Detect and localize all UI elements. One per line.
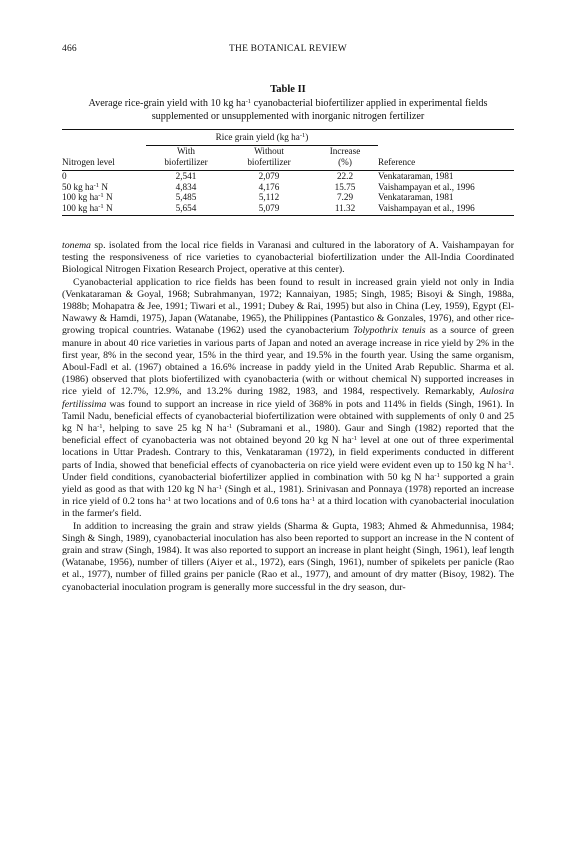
header-without-2: biofertilizer: [247, 157, 291, 167]
superscript: -1: [226, 423, 233, 431]
superscript: -1: [299, 132, 306, 139]
table-row: [62, 203, 514, 214]
paragraph-text: , helping to save 25 kg N ha: [102, 423, 227, 435]
superscript: -1: [351, 435, 357, 443]
table-row: [62, 192, 514, 203]
cell-nitrogen: [62, 182, 146, 193]
page-number: 466: [62, 44, 77, 54]
cell-increase: 22.2: [336, 171, 354, 181]
cell-with: 5,654: [175, 202, 197, 213]
table-row: [62, 171, 514, 182]
running-header: [62, 44, 514, 58]
yield-table-body: [62, 171, 514, 213]
superscript: -1: [216, 484, 222, 492]
table-bottom-rule: [62, 215, 514, 216]
paragraph-text: was found to support an increase in rice yield of 368% in pots and 114% in fields (Singh, 1961). In Tamil Nadu, beneficial effects of cyanobacterial biofertilization were obtained with supplements of only 0 and 25 kg N ha: [62, 398, 514, 435]
paragraph: [62, 277, 514, 521]
header-without: Without: [254, 146, 284, 156]
paragraph-text: (Singh et al., 1981). Srinivasan and Ponnaya (1978) reported an increase in rice yield of 0.2 tons ha: [62, 484, 514, 508]
paragraph-text: supported a grain yield as good as that with 120 kg N ha: [62, 471, 514, 496]
paragraph-text: . Under field conditions, cyanobacterial biofertilizer applied in combination with 50 kg N ha: [62, 459, 514, 483]
cell-reference: Vaishampayan et al., 1996: [378, 181, 475, 192]
header-increase: Increase: [329, 146, 361, 156]
cell-reference: Venkataraman, 1981: [378, 171, 454, 181]
group-header-text: Rice grain yield (kg ha: [215, 132, 300, 142]
superscript: -1: [506, 459, 512, 467]
superscript: -1: [93, 181, 100, 189]
group-header-text: ): [305, 132, 309, 142]
paragraph-text: sp. isolated from the local rice fields in Varanasi and cultured in the laboratory of A. Vaishampayan for testing the responsiveness of rice varieties to cyanobacterial biofertilization under the All-India Coordinated Biological Nitrogen Fixation Research Project, operative at this center).: [62, 240, 514, 276]
superscript: -1: [98, 202, 104, 210]
paragraph: [62, 240, 514, 277]
table-header-row-1: [62, 146, 514, 157]
yield-table: [62, 130, 514, 168]
cell-nitrogen: [62, 171, 146, 182]
species-name: tonema: [62, 240, 91, 251]
paragraph-text: Cyanobacterial application to rice fields has been found to result in increased grain yield not only in India (Venkataraman & Goyal, 1968; Subrahmanyan, 1972; Kannaiyan, 1985; Singh, 1985; Bisoyi & Singh, 1988a, 1988b; Mohapatra & Jee, 1991; Tiwari et al., 1991; Dubey & Rai, 1995) but also in China (Ley, 1959), Egypt (El-Nawawy & Hamdi, 1975), Japan (Watanabe, 1965), the Philippines (Pantastico & Gonzales, 1976), and other rice-growing tropical countries. Watanabe (1962) used the cyanobacterium: [62, 276, 514, 337]
cell-without: 5,079: [258, 202, 280, 213]
cell-nitrogen: [62, 203, 146, 214]
header-with: With: [176, 146, 195, 156]
cell-text: 50 kg ha: [62, 181, 94, 192]
paragraph-text: level at one out of three experimental locations in Uttar Pradesh. Contrary to this, Venkataraman (1972), in field experiments conducted in different parts of India, showed that beneficial effects of cyanobacteria on rice yield were evident even up to 150 kg N ha: [62, 435, 514, 471]
superscript: -1: [165, 496, 172, 504]
paragraph-text: at a third location with cyanobacterial inoculation in the farmer's field.: [62, 496, 515, 520]
superscript: -1: [98, 192, 104, 199]
cell-text: 0: [62, 171, 67, 181]
header-increase-2: (%): [338, 157, 352, 167]
journal-title: THE BOTANICAL REVIEW: [229, 44, 347, 54]
table-caption: [62, 97, 514, 123]
cell-text: N: [103, 192, 113, 202]
cell-reference: Vaishampayan et al., 1996: [378, 202, 475, 213]
caption-text: Average rice-grain yield with 10 kg ha: [88, 98, 246, 109]
cell-text: N: [103, 202, 113, 213]
paragraph-text: as a source of green manure in about 40 rice varieties in various parts of Japan and noted an average increase in rice yield by 2% in the first year, 8% in the second year, 15% in the third year, and 19.5% in the fourth year. Using the same organism, Aboul-Fadl et al. (1967) obtained a 16.6% increase in paddy yield in the United Arab Republic. Sharma et al. (1986) observed that plots biofertilized with cyanobacteria (with or without chemical N) supported increases in rice yield of 12.7%, 12.9%, and 13.2% during 1982, 1983, and 1984, respectively. Remarkably,: [62, 325, 514, 398]
cell-increase: 7.29: [336, 192, 354, 202]
cell-without: 2,079: [258, 171, 280, 181]
header-with-2: biofertilizer: [164, 157, 208, 167]
page: [62, 44, 514, 594]
cell-text: N: [99, 181, 108, 192]
cell-increase: 11.32: [334, 202, 356, 213]
header-nitrogen-level: Nitrogen level: [62, 157, 115, 167]
cell-with: 2,541: [175, 171, 197, 181]
table-header-row-2: [62, 157, 514, 168]
table-group-header-row: [62, 130, 514, 146]
superscript: -1: [245, 98, 252, 105]
species-name: Tolypothrix tenuis: [353, 325, 426, 337]
species-name: Aulosira fertilissima: [62, 386, 514, 410]
cell-without: 5,112: [258, 192, 280, 202]
cell-with: 4,834: [175, 181, 197, 192]
cell-reference: Venkataraman, 1981: [378, 192, 454, 202]
header-reference: Reference: [378, 157, 416, 167]
paragraph-text: at two locations and of 0.6 tons ha: [171, 496, 310, 508]
cell-text: 100 kg ha: [62, 202, 99, 213]
cell-nitrogen: [62, 192, 146, 203]
superscript: -1: [309, 496, 316, 504]
table-title: Table II: [270, 84, 306, 95]
group-header: [146, 130, 378, 146]
cell-with: 5,485: [175, 192, 197, 202]
paragraph-text: (Subramani et al., 1980). Gaur and Singh (1982) reported that the beneficial effect of cyanobacteria was not obtained beyond 20 kg N ha: [62, 423, 514, 447]
cell-without: 4,176: [258, 181, 280, 192]
caption-text: cyanobacterial biofertilizer applied in experimental fields supplemented or unsupplemented with inorganic nitrogen fertilizer: [151, 98, 488, 122]
cell-increase: 15.75: [334, 181, 356, 192]
paragraph: In addition to increasing the grain and straw yields (Sharma & Gupta, 1983; Ahmed & Ahmedunnisa, 1984; Singh & Singh, 1989), cyanobacterial inoculation has also been reported to support an increase in the N content of grain and straw (Singh, 1984). It was also reported to support an increase in plant height (Singh, 1961), leaf length (Watanabe, 1956), number of tillers (Aiyer et al., 1972), ears (Singh, 1961), number of spikelets per panicle (Rao et al., 1977), number of filled grains per panicle (Rao et al., 1977), and amount of dry matter (Bisoy, 1982). The cyanobacterial inoculation program is generally more successful in the dry season, dur-: [62, 520, 514, 593]
superscript: -1: [97, 423, 103, 431]
cell-text: 100 kg ha: [62, 192, 99, 202]
superscript: -1: [434, 471, 440, 479]
table-row: [62, 182, 514, 193]
body-text: [62, 240, 514, 594]
